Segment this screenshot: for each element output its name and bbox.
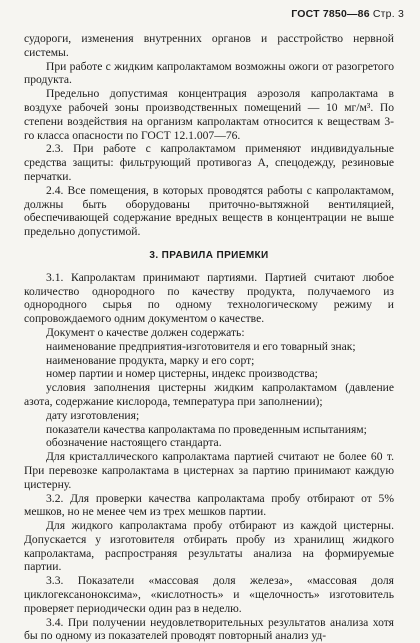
paragraph-3-3: 3.3. Показатели «массовая доля железа», «массовая доля циклогексаноноксима», «кислотность» и «щелочность» изготовитель проверяет периодически один раз в неделю.	[24, 574, 394, 615]
page-header	[291, 8, 404, 20]
paragraph-continuation: судороги, изменения внутренних органов и расстройство нервной системы.	[24, 32, 394, 59]
paragraph-burns: При работе с жидким капролактамом возможны ожоги от разогретого продукта.	[24, 59, 394, 87]
paragraph-2-3: 2.3. При работе с капролактамом применяют индивидуальные средства защиты: фильтрующий противогаз А, спецодежду, резиновые перчатки.	[24, 142, 394, 183]
standard-number: ГОСТ 7850—86	[291, 8, 370, 20]
paragraph-crystalline: Для кристаллического капролактама партией считают не более 60 т. При перевозке капролактама в цистернах за партию принимают каждую цистерну.	[24, 450, 394, 491]
list-intro: Документ о качестве должен содержать:	[46, 325, 245, 339]
list-item: номер партии и номер цистерны, индекс производства;	[46, 367, 318, 381]
list-item: показатели качества капролактама по проведенным испытаниям;	[46, 422, 367, 436]
paragraph-3-2: 3.2. Для проверки качества капролактама пробу отбирают от 5% мешков, но не менее чем из трех мешков партии.	[24, 491, 394, 519]
list-item: наименование продукта, марку и его сорт;	[46, 353, 255, 367]
page-body	[24, 32, 394, 643]
list-item: наименование предприятия-изготовителя и его товарный знак;	[46, 339, 356, 353]
paragraph-liquid: Для жидкого капролактама пробу отбирают из каждой цистерны. Допускается у изготовителя отбирать пробу из хранилищ жидкого капролактама, распространяя результаты анализа на формируемые партии.	[24, 519, 394, 574]
paragraph-2-4: 2.4. Все помещения, в которых проводятся работы с капролактамом, должны быть оборудованы приточно-вытяжной вентиляцией, обеспечивающей содержание вредных веществ в концентрации не выше предельно допустимой.	[24, 183, 394, 239]
paragraph-3-1: 3.1. Капролактам принимают партиями. Партией считают любое количество однородного по качеству продукта, получаемого из однородного сырья по одному технологическому режиму и сопровождаемого одним документом о качестве.	[24, 270, 394, 326]
section-title: 3. ПРАВИЛА ПРИЕМКИ	[149, 249, 269, 261]
paragraph-concentration: Предельно допустимая концентрация аэрозоля капролактама в воздухе рабочей зоны производственных помещений — 10 мг/м³. По степени воздействия на организм капролактам относится к веществам 3-го класса опасности по ГОСТ 12.1.007—76.	[24, 87, 394, 142]
list-item: условия заполнения цистерны жидким капролактамом (давление азота, содержание кислорода, температура при заполнении);	[24, 381, 394, 408]
page-number: Стр. 3	[372, 8, 404, 20]
list-item: дату изготовления;	[46, 408, 140, 422]
paragraph-3-4: 3.4. При получении неудовлетворительных результатов анализа хотя бы по одному из показателей проводят повторный анализ уд-	[24, 615, 394, 643]
list-item: обозначение настоящего стандарта.	[46, 436, 222, 450]
